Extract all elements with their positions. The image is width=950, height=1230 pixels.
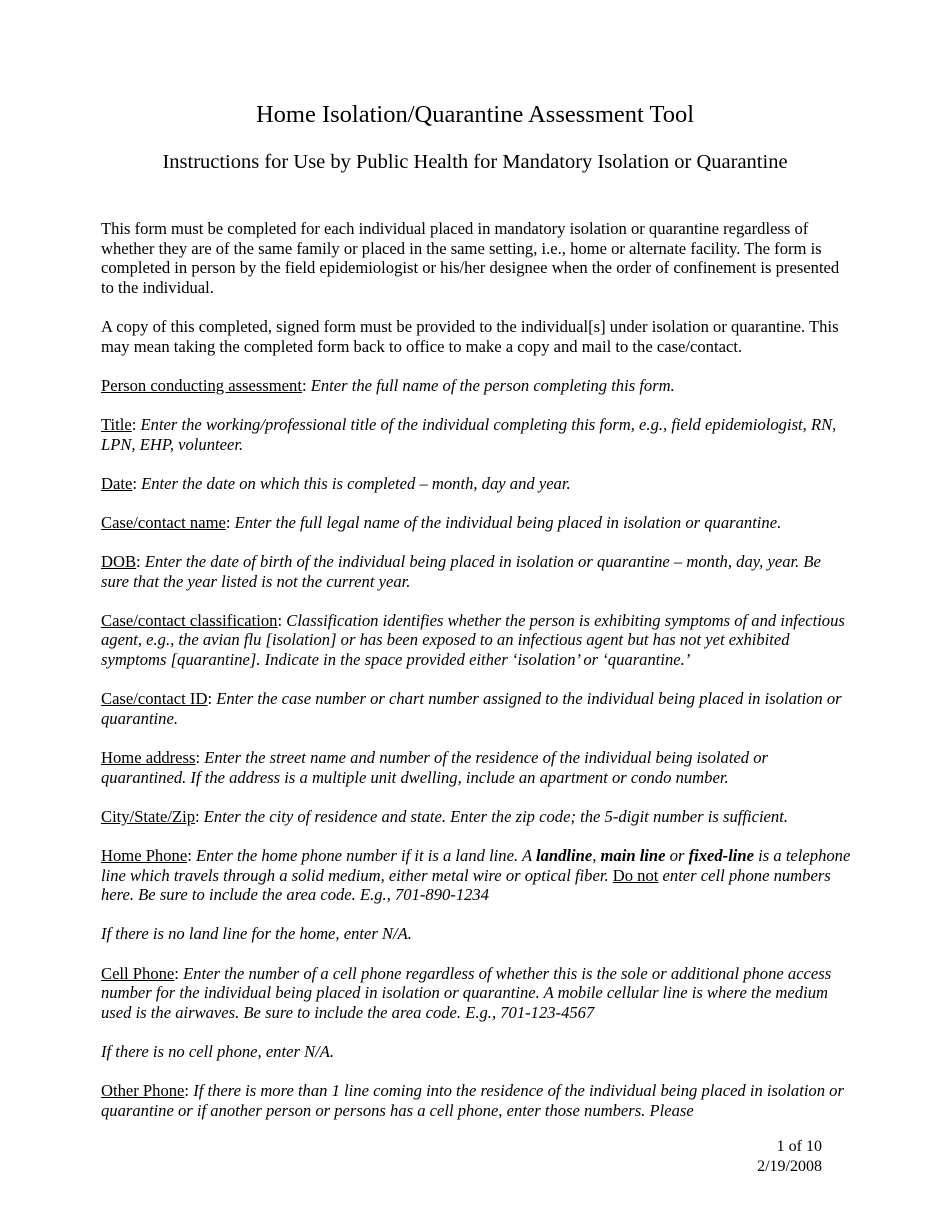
field-label: Cell Phone	[101, 963, 175, 983]
field-person-conducting: Person conducting assessment: Enter the full name of the person completing this form.	[101, 375, 675, 395]
field-label: Case/contact ID	[101, 689, 208, 709]
intro-paragraph-1: This form must be completed for each individual placed in mandatory isolation or quarantine regardless of whether they are of the same family or placed in the same setting, i.e., home or alternate facility. The form is completed in person by the field epidemiologist or his/her designee when the order of confinement is presented to the individual.	[101, 219, 840, 297]
field-instruction: Classification identifies whether the person is exhibiting symptoms of and infectious agent, e.g., the avian flu [isolation] or has been exposed to an infectious agent but has not yet exhibited symptoms [quarantine]. Indicate in the space provided either ‘isolation’ or ‘quarantine.’	[101, 610, 845, 670]
field-home-address: Home address: Enter the street name and number of the residence of the individual being isolated or quarantined. If the address is a multiple unit dwelling, include an apartment or condo number.	[101, 748, 769, 787]
field-instruction: Enter the date of birth of the individual being placed in isolation or quarantine – month, day, year. Be sure that the year listed is not the current year.	[101, 552, 821, 591]
field-instruction: Enter the full name of the person completing this form.	[310, 375, 675, 395]
document-subtitle: Instructions for Use by Public Health for Mandatory Isolation or Quarantine	[162, 151, 788, 173]
page-number: 1 of 10	[776, 1138, 822, 1155]
cell-phone-note: If there is no cell phone, enter N/A.	[101, 1041, 335, 1061]
field-label: Other Phone	[101, 1081, 185, 1101]
field-instruction: Enter the case number or chart number assigned to the individual being placed in isolation or quarantine.	[101, 689, 842, 728]
field-label: Home address	[101, 748, 196, 768]
field-label: DOB	[101, 552, 137, 572]
field-instruction: Enter the city of residence and state. Enter the zip code; the 5-digit number is sufficient.	[203, 806, 788, 826]
field-instruction: Enter the full legal name of the individual being placed in isolation or quarantine.	[234, 512, 782, 532]
field-instruction: Enter the home phone number if it is a land line. A landline, main line or fixed-line is a telephone line which travels through a solid medium, either metal wire or optical fiber.	[101, 846, 851, 885]
field-label: Case/contact name	[101, 512, 226, 532]
revision-date: 2/19/2008	[757, 1157, 822, 1175]
field-city-state-zip: City/State/Zip: Enter the city of residence and state. Enter the zip code; the 5-digit number is sufficient.	[101, 806, 788, 826]
field-instruction: Enter the date on which this is completed – month, day and year.	[141, 473, 571, 493]
field-label: Date	[101, 473, 133, 493]
field-label: City/State/Zip	[101, 806, 196, 826]
home-phone-note: If there is no land line for the home, enter N/A.	[101, 924, 412, 944]
field-other-phone: Other Phone: If there is more than 1 line coming into the residence of the individual being placed in isolation or quarantine or if another person or persons has a cell phone, enter those numbers. Please	[101, 1081, 844, 1120]
page-footer	[757, 1137, 822, 1176]
document-title: Home Isolation/Quarantine Assessment Tool	[255, 101, 695, 128]
field-title: Title: Enter the working/professional title of the individual completing this form, e.g., field epidemiologist, RN, LPN, EHP, volunteer.	[101, 414, 837, 454]
field-case-contact-id: Case/contact ID: Enter the case number or chart number assigned to the individual being placed in isolation or quarantine.	[101, 689, 842, 728]
document-body	[101, 219, 851, 1140]
field-label: Title	[101, 414, 132, 434]
field-cell-phone: Cell Phone: Enter the number of a cell phone regardless of whether this is the sole or additional phone access number for the individual being placed in isolation or quarantine. A mobile cellular line is where the medium used is the airwaves. Be sure to include the area code. E.g., 701-123-4567	[101, 963, 832, 1022]
field-instruction: Enter the number of a cell phone regardless of whether this is the sole or additional phone access number for the individual being placed in isolation or quarantine. A mobile cellular line is where the medium used is the airwaves. Be sure to include the area code. E.g., 701-123-4567	[101, 963, 832, 1022]
field-instruction: Enter the street name and number of the residence of the individual being isolated or quarantined. If the address is a multiple unit dwelling, include an apartment or condo number.	[101, 748, 769, 787]
intro-paragraph-2: A copy of this completed, signed form must be provided to the individual[s] under isolation or quarantine. This may mean taking the completed form back to office to make a copy and mail to the case/contact.	[101, 316, 839, 356]
field-instruction: If there is more than 1 line coming into the residence of the individual being placed in isolation or quarantine or if another person or persons has a cell phone, enter those numbers. Please	[101, 1081, 844, 1120]
field-home-phone: Home Phone: Enter the home phone number if it is a land line. A landline, main line or fixed-line is a telephone line which travels through a solid medium, either metal wire or optical fiber. Do not enter cell phone numbers here. Be sure to include the area code. E.g., 701-890-1234	[101, 846, 851, 905]
field-dob: DOB: Enter the date of birth of the individual being placed in isolation or quarantine – month, day, year. Be sure that the year listed is not the current year.	[101, 552, 821, 591]
field-case-contact-name: Case/contact name: Enter the full legal name of the individual being placed in isolation or quarantine.	[101, 512, 782, 532]
field-label: Person conducting assessment	[101, 375, 302, 395]
field-label: Case/contact classification	[101, 610, 278, 630]
field-classification: Case/contact classification: Classification identifies whether the person is exhibiting symptoms of and infectious agent, e.g., the avian flu [isolation] or has been exposed to an infectious agent but has not yet exhibited symptoms [quarantine]. Indicate in the space provided either ‘isolation’ or ‘quarantine.’	[101, 610, 845, 670]
field-instruction: Enter the working/professional title of the individual completing this form, e.g., field epidemiologist, RN, LPN, EHP, volunteer.	[101, 414, 837, 454]
field-date: Date: Enter the date on which this is completed – month, day and year.	[101, 473, 571, 493]
field-label: Home Phone	[101, 846, 188, 865]
